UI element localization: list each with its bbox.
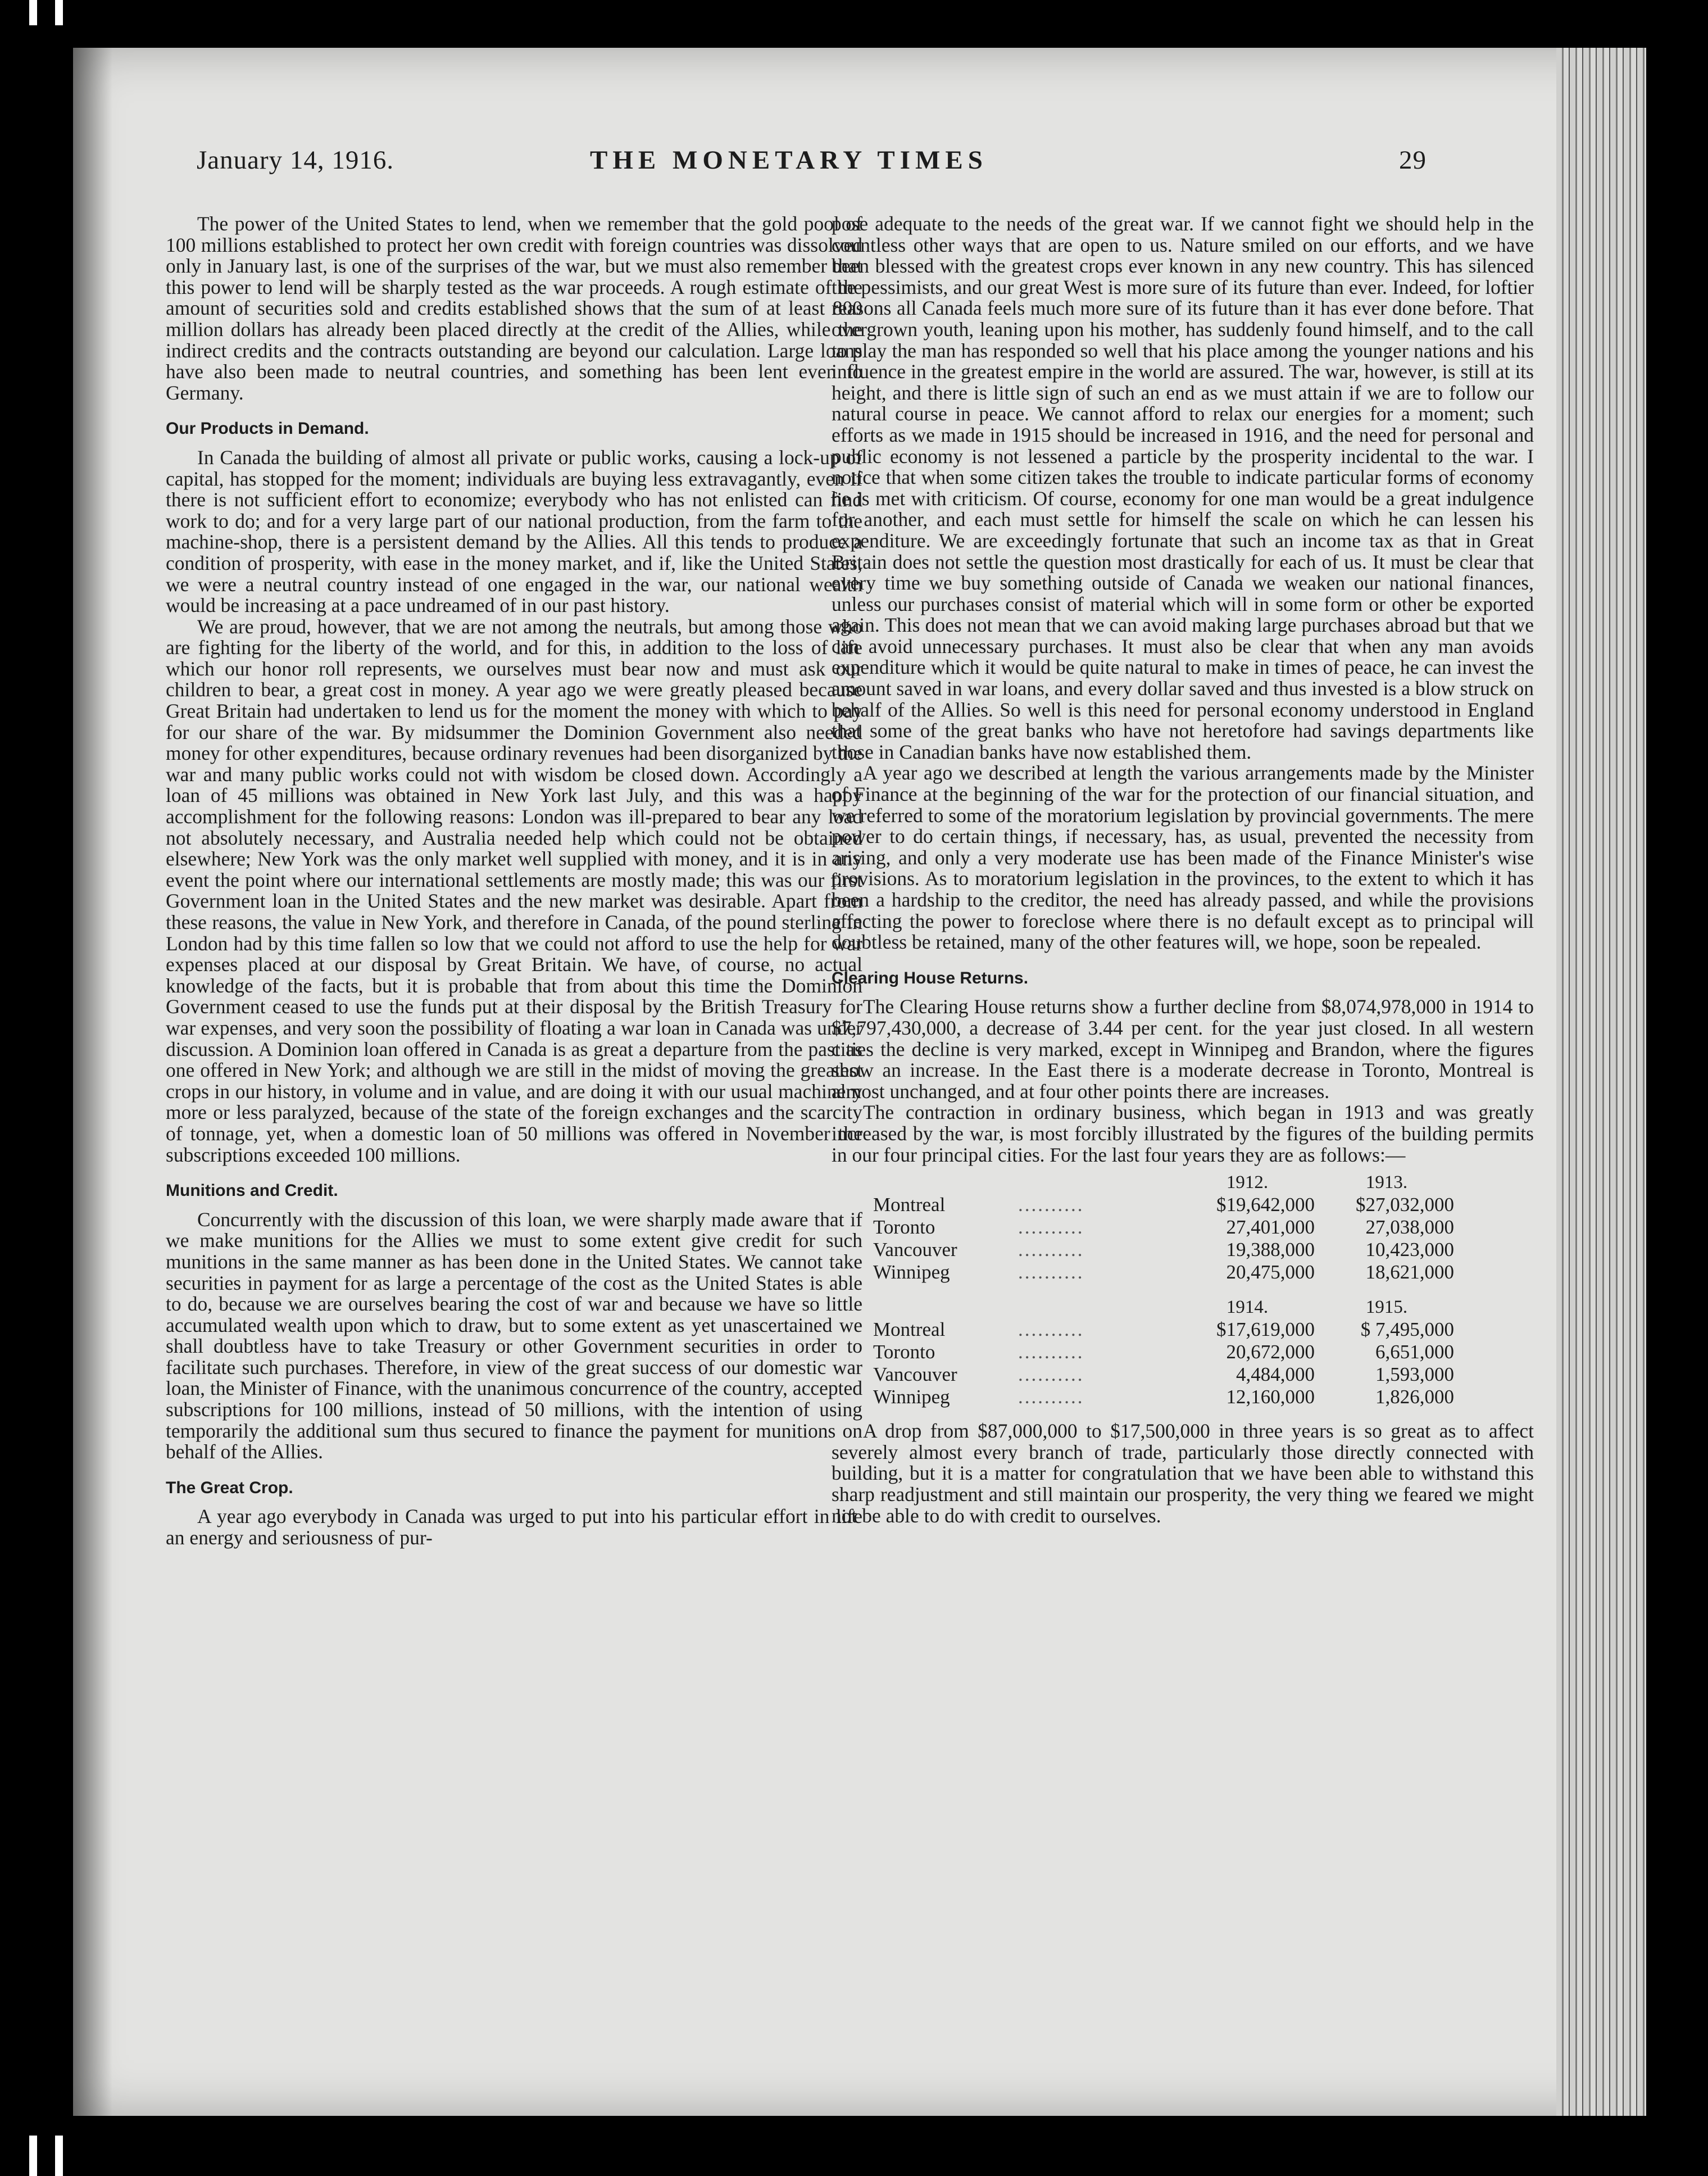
binding-shadow (73, 48, 112, 2116)
issue-date: January 14, 1916. (197, 146, 394, 175)
leader-dots: .......... (1018, 1239, 1084, 1261)
permit-value: 10,423,000 (1365, 1239, 1454, 1261)
page-number: 29 (1399, 146, 1427, 175)
table-row (871, 1318, 1456, 1341)
table-row (871, 1261, 1456, 1284)
permit-value: 27,401,000 (1226, 1216, 1315, 1239)
section-heading-munitions: Munitions and Credit. (166, 1181, 338, 1200)
table-row (871, 1239, 1456, 1261)
permit-value: 4,484,000 (1236, 1363, 1315, 1386)
intro-paragraph: The power of the United States to lend, when we remember that the gold pool of 100 millions established to protect her own credit with foreign countries was dissolved only in January last, is one of the surprises of the war, but we must also remember that this power to lend will be sharply tested as the war proceeds. A rough estimate of the amount of securities sold and credits established shows that the sum of at least 800 million dollars has already been placed directly at the credit of the Allies, while the indirect credits and the contracts outstanding are beyond our calculation. Large loans have also been made to neutral countries, and something has been lent even to Germany. (166, 212, 862, 404)
crop-paragraph-start: A year ago everybody in Canada was urged to put into his particular effort in life an energy and seriousness of pur- (166, 1505, 862, 1549)
year-header: 1913. (1365, 1172, 1408, 1193)
building-permits-table-1914-1915 (871, 1296, 1456, 1408)
leader-dots: .......... (1018, 1261, 1084, 1284)
year-header: 1912. (1226, 1172, 1269, 1193)
film-mark-top-2 (55, 0, 63, 25)
products-paragraph-2: We are proud, however, that we are not among the neutrals, but among those who are fighting for the liberty of the world, and for this, in addition to the loss of life which our honor roll represents, we ourselves must bear now and must ask our children to bear, a great cost in money. A year ago we were greatly pleased because Great Britain had undertaken to lend us for the moment the money with which to pay for our share of the war. By midsummer the Dominion Government also needed money for other expenditures, because ordinary revenues had been disorganized by the war and many public works could not with wisdom be closed down. Accordingly a loan of 45 millions was obtained in New York last July, and this was a happy accomplishment for the following reasons: London was ill-prepared to bear any load not absolutely necessary, and Australia needed help which could not be obtained elsewhere; New York was the only market well supplied with money, and it is in any event the point where our international settlements are mostly made; this was our first Government loan in the United States and the new market was desirable. Apart from these reasons, the value in New York, and therefore in Canada, of the pound sterling in London had by this time fallen so low that we could not afford to use the help for war expenses placed at our disposal by Great Britain. We have, of course, no actual knowledge of the facts, but it is probable that from about this time the Dominion Government ceased to use the funds put at their disposal by the British Treasury for war expenses, and very soon the possibility of floating a war loan in Canada was under discussion. A Dominion loan offered in Canada is as great a departure from the past as one offered in New York; and although we are still in the midst of moving the greatest crops in our history, in volume and in value, and are doing it with our usual machinery more or less paralyzed, because of the state of the foreign exchanges and the scarcity of tonnage, yet, when a domestic loan of 50 millions was offered in November the subscriptions exceeded 100 millions. (166, 615, 862, 1166)
clearing-paragraph-2: The contraction in ordinary business, which began in 1913 and was greatly increased by the war, is most forcibly illustrated by the figures of the building permits in our four principal cities. For the last four years they are as follows:— (832, 1101, 1534, 1166)
permit-value: 27,038,000 (1365, 1216, 1454, 1239)
permit-value: 19,388,000 (1226, 1239, 1315, 1261)
table-row (871, 1194, 1456, 1216)
section-heading-clearing: Clearing House Returns. (832, 968, 1029, 987)
city-name: Winnipeg (873, 1261, 950, 1284)
leader-dots: .......... (1018, 1363, 1084, 1386)
products-paragraph-1: In Canada the building of almost all private or public works, causing a lock-up of capital, has stopped for the moment; individuals are buying less extravagantly, even if there is not sufficient effort to economize; everybody who has not enlisted can find work to do; and for a very large part of our national production, from the farm to the machine-shop, there is a persistent demand by the Allies. All this tends to produce a condition of prosperity, with ease in the money market, and if, like the United States, we were a neutral country instead of one engaged in the war, our national wealth would be increasing at a pace undreamed of in our past history. (166, 446, 862, 617)
year-header: 1914. (1226, 1297, 1269, 1318)
building-permits-table-1912-1913 (871, 1171, 1456, 1284)
closing-paragraph: A drop from $87,000,000 to $17,500,000 in three years is so great as to affect severely almost every branch of trade, particularly those directly connected with building, but it is a matter for congratulation that we have been able to withstand this sharp readjustment and still maintain our prosperity, the very thing we feared we might not be able to do with credit to ourselves. (832, 1420, 1534, 1527)
permit-value: 1,826,000 (1375, 1386, 1454, 1408)
table-row (871, 1386, 1456, 1408)
leader-dots: .......... (1018, 1318, 1084, 1341)
permit-value: $ 7,495,000 (1360, 1318, 1454, 1341)
leader-dots: .......... (1018, 1194, 1084, 1216)
section-heading-crop: The Great Crop. (166, 1478, 293, 1497)
page-edge-stack (1556, 48, 1646, 2116)
moratorium-paragraph: A year ago we described at length the various arrangements made by the Minister of Finance at the beginning of the war for the protection of our financial situation, and we referred to some of the moratorium legislation by provincial governments. The mere power to do certain things, if necessary, has, as usual, prevented the necessity from arising, and only a very moderate use has been made of the Finance Minister's wise provisions. As to moratorium legislation in the provinces, to the extent to which it has been a hardship to the creditor, the need has already passed, and while the provisions affecting the power to foreclose where there is no default except as to principal will doubtless be retained, many of the other features will, we hope, soon be repealed. (832, 761, 1534, 954)
city-name: Vancouver (873, 1363, 957, 1386)
film-mark-bottom-1 (29, 2136, 37, 2176)
leader-dots: .......... (1018, 1216, 1084, 1239)
film-mark-top-1 (29, 0, 37, 25)
permit-value: 18,621,000 (1365, 1261, 1454, 1284)
city-name: Montreal (873, 1194, 946, 1216)
city-name: Toronto (873, 1216, 935, 1239)
permit-value: $17,619,000 (1216, 1318, 1315, 1341)
leader-dots: .......... (1018, 1386, 1084, 1408)
permit-value: 20,672,000 (1226, 1341, 1315, 1363)
permit-value: 12,160,000 (1226, 1386, 1315, 1408)
crop-paragraph-continued: pose adequate to the needs of the great war. If we cannot fight we should help in the countless other ways that are open to us. Nature smiled on our efforts, and we have been blessed with the greatest crops ever known in any new country. This has silenced the pessimists, and our great West is more sure of its future than ever. Indeed, for loftier reasons all Canada feels much more sure of its future than it has ever done before. That overgrown youth, leaning upon his mother, has suddenly found himself, and to the call to play the man has responded so well that his place among the younger nations and his influence in the greatest empire in the world are assured. The war, however, is still at its height, and there is little sign of such an end as we must attain if we are to follow our natural course in peace. We cannot afford to relax our energies for a moment; such efforts as we made in 1915 should be increased in 1916, and the need for personal and public economy is not lessened a particle by the prosperity incidental to the war. I notice that when some citizen takes the trouble to indicate particular forms of economy he is met with criticism. Of course, economy for one man would be a great indulgence for another, and each must settle for himself the scale on which he can lessen his expenditure. We are exceedingly fortunate that such an income tax as that in Great Britain does not settle the question most drastically for each of us. It must be clear that every time we buy something outside of Canada we weaken our national finances, unless our purchases consist of material which will in some form or other be exported again. This does not mean that we can avoid making large purchases abroad but that we can avoid unnecessary purchases. It must also be clear that when any man avoids expenditure which it would be quite natural to make in times of peace, he can invest the amount saved in war loans, and every dollar saved and thus invested is a blow struck on behalf of the Allies. So well is this need for personal economy understood in England that some of the great banks who have not heretofore had savings departments like those in Canadian banks have now established them. (832, 212, 1534, 763)
table-year-row (871, 1296, 1456, 1318)
clearing-paragraph-1: The Clearing House returns show a further decline from $8,074,978,000 in 1914 to $7,797,430,000, a decrease of 3.44 per cent. for the year just closed. In all western cities the decline is very marked, except in Winnipeg and Brandon, where the figures show an increase. In the East there is a moderate decrease in Toronto, Montreal is almost unchanged, and at four other points there are increases. (832, 995, 1534, 1103)
permit-value: 6,651,000 (1375, 1341, 1454, 1363)
city-name: Toronto (873, 1341, 935, 1363)
right-column (832, 214, 1534, 1526)
publication-title: THE MONETARY TIMES (590, 146, 988, 175)
table-row (871, 1216, 1456, 1239)
left-column (166, 214, 862, 1549)
film-mark-bottom-2 (55, 2136, 63, 2176)
year-header: 1915. (1365, 1297, 1408, 1318)
munitions-paragraph: Concurrently with the discussion of this loan, we were sharply made aware that if we make munitions for the Allies we must to some extent give credit for such munitions in the same manner as has been done in the United States. We cannot take securities in payment for as large a percentage of the cost as the United States is able to do, because we are ourselves bearing the cost of war and because we have so little accumulated wealth upon which to draw, but to some extent as yet unascertained we shall doubtless have to take Treasury or other Government securities in order to facilitate such purchases. Therefore, in view of the great success of our domestic war loan, the Minister of Finance, with the unanimous concurrence of the country, accepted subscriptions for 100 millions, instead of 50 millions, with the intention of using temporarily the additional sum thus secured to finance the payment for munitions on behalf of the Allies. (166, 1208, 862, 1463)
table-row (871, 1341, 1456, 1363)
permit-value: 1,593,000 (1375, 1363, 1454, 1386)
table-row (871, 1363, 1456, 1386)
permit-value: $27,032,000 (1356, 1194, 1454, 1216)
city-name: Montreal (873, 1318, 946, 1341)
table-year-row (871, 1171, 1456, 1194)
permit-value: $19,642,000 (1216, 1194, 1315, 1216)
permit-value: 20,475,000 (1226, 1261, 1315, 1284)
leader-dots: .......... (1018, 1341, 1084, 1363)
city-name: Winnipeg (873, 1386, 950, 1408)
city-name: Vancouver (873, 1239, 957, 1261)
section-heading-products: Our Products in Demand. (166, 419, 369, 438)
